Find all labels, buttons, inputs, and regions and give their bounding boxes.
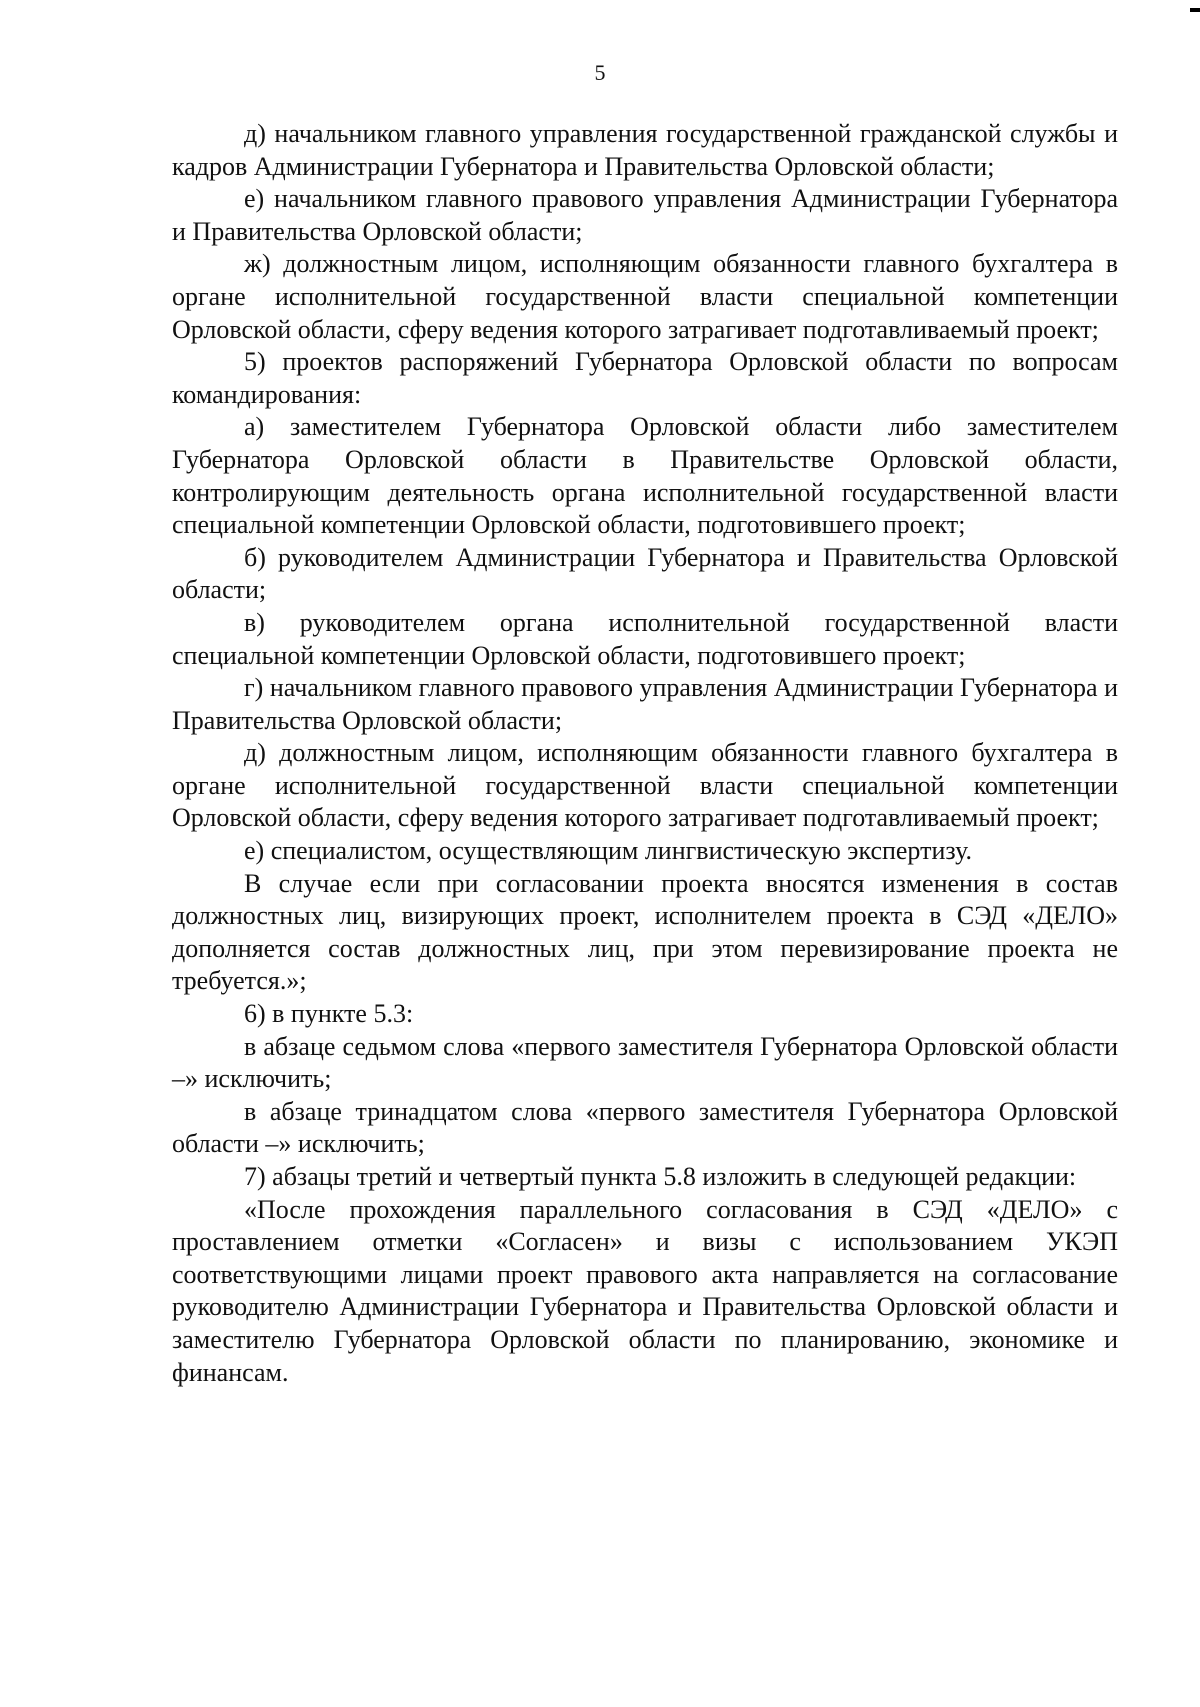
paragraph: В случае если при согласовании проекта вносятся изменения в состав должностных лиц, визирующих проект, исполнителем проекта в СЭД «ДЕЛО» дополняется состав должностных лиц, при этом перевизирование проекта не требуется.»; bbox=[172, 868, 1118, 996]
paragraph: г) начальником главного правового управления Администрации Губернатора и Правительства Орловской области; bbox=[172, 673, 1118, 735]
paragraph: ж) должностным лицом, исполняющим обязанности главного бухгалтера в органе исполнительной государственной власти специальной компетенции Орловской области, сферу ведения которого затрагивает подготавливаемый проект; bbox=[172, 249, 1118, 344]
paragraph: в абзаце седьмом слова «первого заместителя Губернатора Орловской области –» исключить; bbox=[172, 1031, 1118, 1094]
paragraph: д) начальником главного управления государственной гражданской службы и кадров Администрации Губернатора и Правительства Орловской области; bbox=[172, 119, 1118, 181]
paragraph: «После прохождения параллельного согласования в СЭД «ДЕЛО» с проставлением отметки «Согласен» и визы с использованием УКЭП соответствующими лицами проект правового акта направляется на согласование руководителю Администрации Губернатора и Правительства Орловской области и заместителю Губернатора Орловской области по планированию, экономике и финансам. bbox=[172, 1194, 1118, 1387]
paragraph: в абзаце тринадцатом слова «первого заместителя Губернатора Орловской области –» исключить; bbox=[172, 1096, 1118, 1159]
paragraph: д) должностным лицом, исполняющим обязанности главного бухгалтера в органе исполнительной государственной власти специальной компетенции Орловской области, сферу ведения которого затрагивает подготавливаемый проект; bbox=[172, 738, 1118, 833]
paragraph: а) заместителем Губернатора Орловской области либо заместителем Губернатора Орловской области в Правительстве Орловской области, контролирующим деятельность органа исполнительной государственной власти специальной компетенции Орловской области, подготовившего проект; bbox=[172, 412, 1118, 540]
page-number: 5 bbox=[594, 60, 606, 85]
paragraph: в) руководителем органа исполнительной государственной власти специальной компетенции Орловской области, подготовившего проект; bbox=[172, 607, 1118, 670]
paragraph: б) руководителем Администрации Губернатора и Правительства Орловской области; bbox=[172, 542, 1118, 605]
document-body bbox=[172, 118, 1118, 1389]
paragraph: 5) проектов распоряжений Губернатора Орловской области по вопросам командирования: bbox=[172, 347, 1118, 409]
scan-edge-mark bbox=[1190, 8, 1200, 12]
paragraph: 6) в пункте 5.3: bbox=[244, 999, 414, 1029]
paragraph: е) специалистом, осуществляющим лингвистическую экспертизу. bbox=[244, 836, 972, 866]
paragraph: 7) абзацы третий и четвертый пункта 5.8 изложить в следующей редакции: bbox=[244, 1162, 1077, 1191]
paragraph: е) начальником главного правового управления Администрации Губернатора и Правительства Орловской области; bbox=[172, 184, 1118, 246]
